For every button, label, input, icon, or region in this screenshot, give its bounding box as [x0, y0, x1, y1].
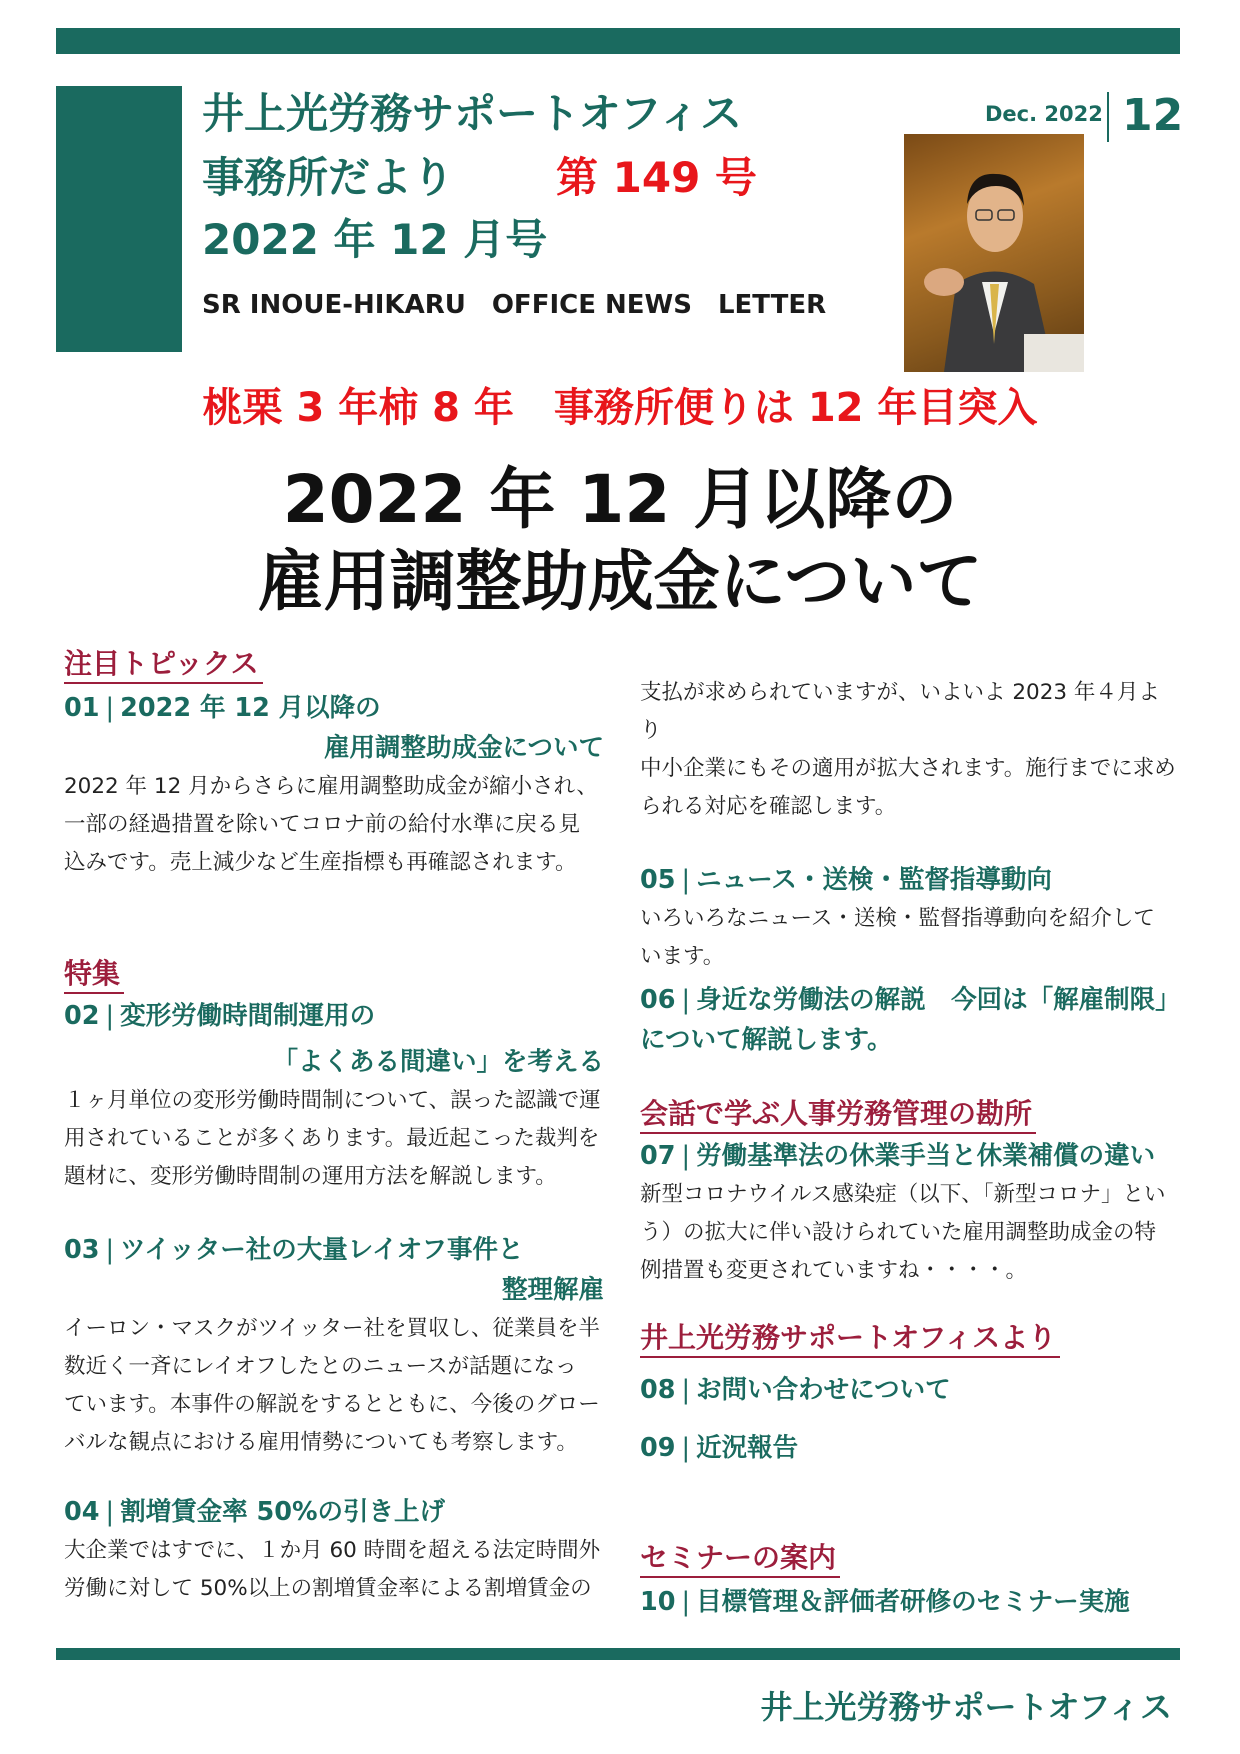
item-02-heading-cont: 「よくある間違い」を考える	[272, 1047, 604, 1077]
item-07-body-line: 新型コロナウイルス感染症（以下、「新型コロナ」とい	[640, 1182, 1166, 1207]
item-06-heading: 06 | 身近な労働法の解説 今回は「解雇制限」	[640, 985, 1181, 1015]
section-heading-office: 井上光労務サポートオフィスより	[640, 1320, 1060, 1358]
month-number: 12	[1122, 90, 1184, 141]
item-02-heading: 02 | 変形労働時間制運用の	[64, 1001, 376, 1031]
item-03-heading: 03 | ツイッター社の大量レイオフ事件と	[64, 1235, 524, 1265]
section-heading-seminar: セミナーの案内	[640, 1540, 840, 1578]
item-title: 近況報告	[696, 1433, 799, 1463]
anniversary-banner: 桃栗 3 年柿 8 年 事務所便りは 12 年目突入	[202, 385, 1038, 431]
item-number: 05	[640, 865, 676, 895]
item-title: ニュース・送検・監督指導動向	[696, 865, 1052, 895]
date-divider	[1107, 92, 1109, 142]
person-illustration	[904, 134, 1084, 372]
item-01-heading-cont: 雇用調整助成金について	[324, 733, 604, 763]
footer-office-name: 井上光労務サポートオフィス	[760, 1688, 1172, 1726]
bottom-bar	[56, 1648, 1180, 1660]
item-07-body-line: 例措置も変更されていますね・・・・。	[640, 1258, 1028, 1283]
item-02-body-line: 用されていることが多くあります。最近起こった裁判を	[64, 1126, 600, 1151]
item-title: 労働基準法の休業手当と休業補償の違い	[696, 1141, 1156, 1171]
item-number: 03	[64, 1235, 100, 1265]
item-number: 01	[64, 693, 100, 723]
item-title: 割増賃金率 50%の引き上げ	[120, 1497, 446, 1527]
item-04-heading: 04 | 割増賃金率 50%の引き上げ	[64, 1497, 446, 1527]
date-label: Dec. 2022	[985, 102, 1103, 126]
item-04-body-cont: 支払が求められていますが、いよいよ 2023 年４月より	[640, 680, 1160, 743]
item-04-body-cont: られる対応を確認します。	[640, 794, 897, 819]
header-accent-block	[56, 86, 182, 352]
item-03-body-line: バルな観点における雇用情勢についても考察します。	[64, 1430, 578, 1455]
issue-number: 第 149 号	[556, 153, 757, 202]
english-title: SR INOUE-HIKARU OFFICE NEWS LETTER	[202, 290, 827, 320]
item-number: 04	[64, 1497, 100, 1527]
main-title-line2: 雇用調整助成金について	[257, 543, 983, 620]
item-number: 10	[640, 1587, 676, 1617]
office-name: 井上光労務サポートオフィス	[202, 89, 743, 138]
section-heading-feature: 特集	[64, 956, 124, 994]
item-03-heading-cont: 整理解雇	[501, 1275, 604, 1305]
item-title: 目標管理＆評価者研修のセミナー実施	[696, 1587, 1130, 1617]
item-08-heading: 08 | お問い合わせについて	[640, 1375, 951, 1405]
item-title: 変形労働時間制運用の	[120, 1001, 376, 1031]
item-title: 身近な労働法の解説 今回は「解雇制限」	[696, 985, 1181, 1015]
item-03-body-line: ています。本事件の解説をするとともに、今後のグロー	[64, 1392, 600, 1417]
item-06-heading-cont: について解説します。	[640, 1025, 893, 1055]
item-01-body-line: 一部の経過措置を除いてコロナ前の給付水準に戻る見	[64, 812, 581, 837]
item-01-body-line: 2022 年 12 月からさらに雇用調整助成金が縮小され、	[64, 774, 598, 799]
item-07-heading: 07 | 労働基準法の休業手当と休業補償の違い	[640, 1141, 1156, 1171]
item-title: ツイッター社の大量レイオフ事件と	[120, 1235, 524, 1265]
item-number: 06	[640, 985, 676, 1015]
item-title: 2022 年 12 月以降の	[120, 693, 381, 723]
item-05-body-line: います。	[640, 944, 725, 969]
item-number: 09	[640, 1433, 676, 1463]
item-04-body-line: 労働に対して 50%以上の割増賃金率による割増賃金の	[64, 1576, 592, 1601]
section-heading-conversation: 会話で学ぶ人事労務管理の勘所	[640, 1096, 1036, 1134]
item-07-body-line: う）の拡大に伴い設けられていた雇用調整助成金の特	[640, 1220, 1157, 1245]
top-bar	[56, 28, 1180, 54]
item-10-heading: 10 | 目標管理＆評価者研修のセミナー実施	[640, 1587, 1130, 1617]
item-09-heading: 09 | 近況報告	[640, 1433, 799, 1463]
item-03-body-line: 数近く一斉にレイオフしたとのニュースが話題になっ	[64, 1354, 577, 1379]
item-02-body-line: 題材に、変形労働時間制の運用方法を解説します。	[64, 1164, 557, 1189]
item-number: 07	[640, 1141, 676, 1171]
main-title-line1: 2022 年 12 月以降の	[282, 461, 958, 538]
item-03-body-line: イーロン・マスクがツイッター社を買収し、従業員を半	[64, 1316, 600, 1341]
item-05-heading: 05 | ニュース・送検・監督指導動向	[640, 865, 1052, 895]
item-05-body-line: いろいろなニュース・送検・監督指導動向を紹介して	[640, 906, 1155, 931]
item-01-body-line: 込みです。売上減少など生産指標も再確認されます。	[64, 850, 577, 875]
item-title: お問い合わせについて	[696, 1375, 951, 1405]
item-number: 02	[64, 1001, 100, 1031]
item-01-heading: 01 | 2022 年 12 月以降の	[64, 693, 381, 723]
month-issue: 2022 年 12 月号	[202, 215, 548, 264]
portrait-photo	[904, 134, 1084, 372]
item-number: 08	[640, 1375, 676, 1405]
item-02-body-line: １ヶ月単位の変形労働時間制について、誤った認識で運	[64, 1088, 601, 1113]
item-04-body-cont: 中小企業にもその適用が拡大されます。施行までに求め	[640, 756, 1176, 781]
section-heading-topics: 注目トピックス	[64, 646, 263, 684]
item-04-body-line: 大企業ではすでに、１か月 60 時間を超える法定時間外	[64, 1538, 601, 1563]
newsletter-name: 事務所だより	[202, 153, 455, 202]
